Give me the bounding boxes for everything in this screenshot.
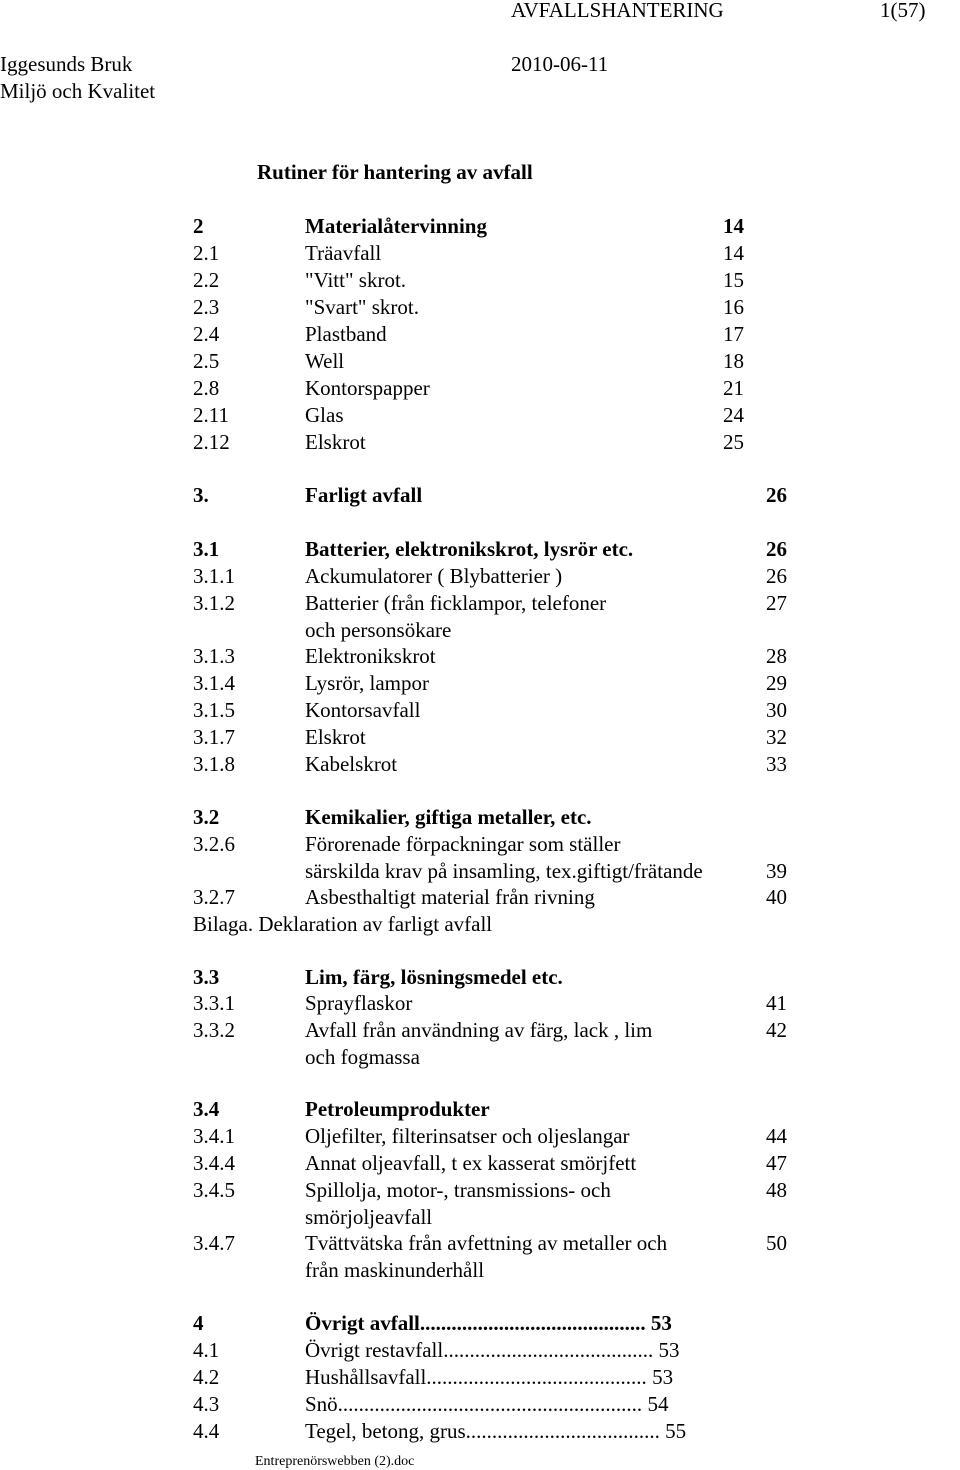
toc-section-title: Spillolja, motor-, transmissions- och: [305, 1178, 611, 1202]
toc-section-number: 3.1.7: [193, 725, 235, 749]
toc-section-title: Kontorsavfall: [305, 698, 421, 722]
document-date: 2010-06-11: [511, 52, 609, 76]
toc-section-number: 3.4: [193, 1097, 220, 1121]
toc-section-title: Tvättvätska från avfettning av metaller och: [305, 1231, 668, 1255]
toc-section-title: Elskrot: [305, 430, 366, 454]
toc-section-number: 2.5: [193, 349, 220, 373]
toc-section-number: 3.3.1: [193, 991, 235, 1015]
toc-row: [0, 643, 960, 670]
toc-section-title: Elskrot: [305, 725, 366, 749]
toc-section-title: Hushållsavfall.......................................... 53: [305, 1365, 674, 1389]
toc-section-title: och fogmassa: [305, 1045, 420, 1069]
toc-row: [0, 751, 960, 778]
toc-section-number: 3.1.8: [193, 752, 235, 776]
toc-page-number: 28: [766, 644, 787, 668]
toc-page-number: 41: [766, 991, 787, 1015]
toc-section-title: Plastband: [305, 322, 387, 346]
toc-section-title: Övrigt restavfall........................................ 53: [305, 1338, 680, 1362]
toc-row: [0, 1044, 960, 1071]
toc-section-number: 3.1.1: [193, 564, 235, 588]
toc-page-number: 33: [766, 752, 787, 776]
toc-page-number: 26: [766, 537, 787, 561]
toc-section-title: Tegel, betong, grus..................................... 55: [305, 1419, 687, 1443]
toc-section-number: 3.2: [193, 805, 220, 829]
toc-page-number: 14: [723, 214, 744, 238]
toc-page-number: 53: [646, 1365, 674, 1389]
page-count: 1(57): [880, 0, 926, 22]
toc-section-number: 3.4.7: [193, 1231, 235, 1255]
toc-row: [0, 617, 960, 644]
toc-row: [0, 724, 960, 751]
toc-row: [0, 563, 960, 590]
toc-section-title: Annat oljeavfall, t ex kasserat smörjfett: [305, 1151, 637, 1175]
toc-row: [0, 884, 960, 911]
toc-section-number: 3.4.4: [193, 1151, 235, 1175]
toc-row: [0, 1123, 960, 1150]
toc-section-number: 4.3: [193, 1392, 220, 1416]
toc-page-number: 44: [766, 1124, 787, 1148]
toc-section-number: 3.4.1: [193, 1124, 235, 1148]
toc-row: [0, 911, 960, 938]
toc-page-number: 32: [766, 725, 787, 749]
header-title: AVFALLSHANTERING: [511, 0, 724, 22]
toc-section-number: 3.3: [193, 965, 220, 989]
toc-section-number: 3.4.5: [193, 1178, 235, 1202]
toc-page-number: 29: [766, 671, 787, 695]
toc-row: [0, 1257, 960, 1284]
toc-section-title: "Svart" skrot.: [305, 295, 419, 319]
toc-section-title: Ackumulatorer ( Blybatterier ): [305, 564, 563, 588]
toc-page-number: 53: [653, 1338, 680, 1362]
toc-row: [0, 1096, 960, 1123]
toc-page-number: 39: [766, 859, 787, 883]
document-title: Rutiner för hantering av avfall: [257, 160, 533, 184]
toc-section-title: smörjoljeavfall: [305, 1205, 433, 1229]
toc-section-number: 4.1: [193, 1338, 220, 1362]
toc-page-number: 47: [766, 1151, 787, 1175]
toc-page-number: 27: [766, 591, 787, 615]
toc-row: [0, 1230, 960, 1257]
toc-section-number: 2.1: [193, 241, 220, 265]
toc-page-number: 18: [723, 349, 744, 373]
toc-section-title: Kabelskrot: [305, 752, 398, 776]
toc-page-number: 50: [766, 1231, 787, 1255]
toc-row: [0, 1204, 960, 1231]
toc-section-number: 3.1.5: [193, 698, 235, 722]
toc-row: [0, 348, 960, 375]
toc-page-number: 54: [642, 1392, 669, 1416]
toc-row: [0, 1150, 960, 1177]
toc-row: [0, 858, 960, 885]
toc-row: [0, 267, 960, 294]
toc-row: [0, 1337, 960, 1364]
toc-row: [0, 536, 960, 563]
toc-row: [0, 670, 960, 697]
toc-section-title: särskilda krav på insamling, tex.giftigt/frätande: [305, 859, 703, 883]
toc-row: [0, 590, 960, 617]
toc-section-title: Lysrör, lampor: [305, 671, 429, 695]
toc-section-title: och personsökare: [305, 618, 452, 642]
toc-page-number: 17: [723, 322, 744, 346]
toc-row: [0, 964, 960, 991]
toc-page-number: 55: [659, 1419, 687, 1443]
toc-section-title: Elektronikskrot: [305, 644, 436, 668]
toc-section-title: Kemikalier, giftiga metaller, etc.: [305, 805, 592, 829]
toc-section-number: 2.12: [193, 430, 230, 454]
toc-section-title: Asbesthaltigt material från rivning: [305, 885, 595, 909]
toc-section-number: 2.8: [193, 376, 220, 400]
toc-row: [0, 321, 960, 348]
toc-row: [0, 804, 960, 831]
toc-row: [0, 1391, 960, 1418]
toc-row: [0, 294, 960, 321]
toc-section-number: 2: [193, 214, 204, 238]
toc-section-title: Well: [305, 349, 345, 373]
toc-section-title: Snö.......................................................... 54: [305, 1392, 669, 1416]
toc-page-number: 15: [723, 268, 744, 292]
toc-row: [0, 1418, 960, 1445]
toc-row: [0, 1017, 960, 1044]
toc-section-title: "Vitt" skrot.: [305, 268, 407, 292]
toc-page-number: 26: [766, 483, 787, 507]
toc-section-number: 3.2.7: [193, 885, 235, 909]
toc-row: [0, 429, 960, 456]
toc-section-title: Oljefilter, filterinsatser och oljeslangar: [305, 1124, 630, 1148]
toc-section-title: Avfall från användning av färg, lack , lim: [305, 1018, 653, 1042]
toc-section-title: Petroleumprodukter: [305, 1097, 490, 1121]
toc-section-number: Bilaga. Deklaration av farligt avfall: [193, 912, 493, 936]
toc-section-number: 3.3.2: [193, 1018, 235, 1042]
toc-page-number: 42: [766, 1018, 787, 1042]
toc-section-title: Träavfall: [305, 241, 382, 265]
toc-row: [0, 375, 960, 402]
toc-section-title: Sprayflaskor: [305, 991, 413, 1015]
toc-row: [0, 240, 960, 267]
toc-row: [0, 831, 960, 858]
toc-section-number: 3.1: [193, 537, 220, 561]
toc-section-number: 2.2: [193, 268, 220, 292]
toc-section-title: Övrigt avfall........................................... 53: [305, 1311, 672, 1335]
toc-row: [0, 482, 960, 509]
toc-row: [0, 1364, 960, 1391]
toc-row: [0, 1310, 960, 1337]
toc-page-number: 25: [723, 430, 744, 454]
toc-section-number: 3.1.4: [193, 671, 235, 695]
toc-section-number: 4.2: [193, 1365, 220, 1389]
toc-row: [0, 990, 960, 1017]
toc-page-number: 48: [766, 1178, 787, 1202]
toc-section-title: från maskinunderhåll: [305, 1258, 485, 1282]
toc-page-number: 21: [723, 376, 744, 400]
toc-section-title: Lim, färg, lösningsmedel etc.: [305, 965, 563, 989]
toc-row: [0, 697, 960, 724]
toc-section-number: 3.1.2: [193, 591, 235, 615]
toc-page-number: 24: [723, 403, 744, 427]
toc-section-number: 2.4: [193, 322, 220, 346]
toc-section-title: Materialåtervinning: [305, 214, 487, 238]
toc-section-number: 3.2.6: [193, 832, 235, 856]
toc-page-number: 53: [645, 1311, 672, 1335]
toc-row: [0, 213, 960, 240]
toc-row: [0, 402, 960, 429]
toc-section-title: Glas: [305, 403, 344, 427]
toc-page-number: 40: [766, 885, 787, 909]
toc-section-number: 3.1.3: [193, 644, 235, 668]
toc-page-number: 30: [766, 698, 787, 722]
company-name: Iggesunds Bruk: [0, 52, 133, 76]
toc-section-title: Kontorspapper: [305, 376, 430, 400]
toc-section-number: 2.3: [193, 295, 220, 319]
toc-section-title: Batterier (från ficklampor, telefoner: [305, 591, 607, 615]
toc-row: [0, 1177, 960, 1204]
footer-filename: Entreprenörswebben (2).doc: [255, 1454, 415, 1469]
toc-page-number: 26: [766, 564, 787, 588]
toc-page-number: 16: [723, 295, 744, 319]
toc-section-number: 2.11: [193, 403, 229, 427]
toc-section-number: 4.4: [193, 1419, 220, 1443]
toc-section-title: Farligt avfall: [305, 483, 423, 507]
toc-section-number: 4: [193, 1311, 204, 1335]
toc-page-number: 14: [723, 241, 744, 265]
toc-section-title: Förorenade förpackningar som ställer: [305, 832, 621, 856]
department-name: Miljö och Kvalitet: [0, 79, 156, 103]
toc-section-title: Batterier, elektronikskrot, lysrör etc.: [305, 537, 634, 561]
toc-section-number: 3.: [193, 483, 209, 507]
